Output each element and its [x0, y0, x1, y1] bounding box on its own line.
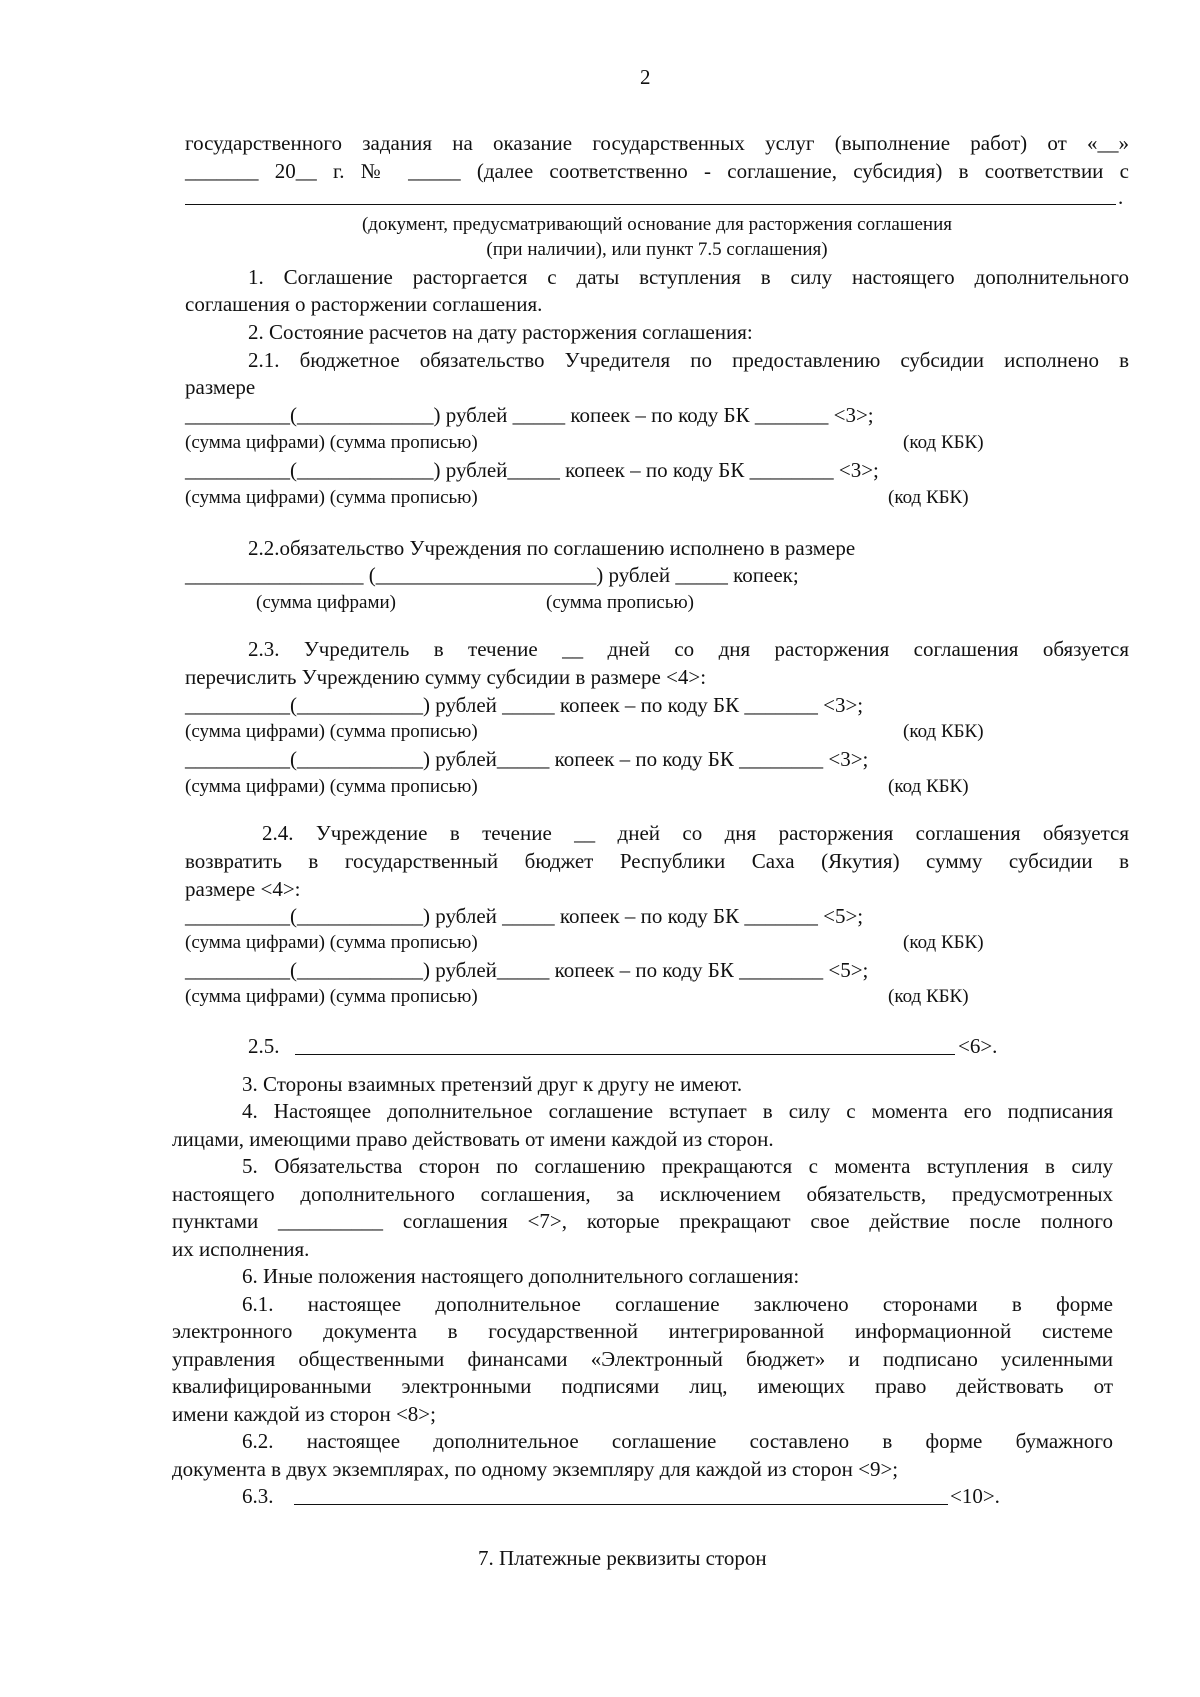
clause-2-3-caption-1-right: (код КБК)	[903, 721, 984, 742]
clause-2-2-caption-left: (сумма цифрами)	[256, 592, 396, 613]
intro-line-3-end: .	[1118, 185, 1124, 209]
clause-2-4-caption-2-right: (код КБК)	[888, 986, 969, 1007]
clause-2-4-caption-1-left: (сумма цифрами) (сумма прописью)	[185, 932, 478, 953]
clause-2-3-line-1: 2.3. Учредитель в течение __ дней со дня расторжения соглашения обязуется	[248, 637, 1129, 661]
basis-caption-1: (документ, предусматривающий основание для расторжения соглашения	[361, 214, 952, 235]
clause-6-1-line-4: квалифицированными электронными подписями лиц, имеющих право действовать от	[172, 1374, 1113, 1398]
clause-2-3-row-2: __________(____________) рублей_____ копеек – по коду БК ________ <3>;	[185, 747, 869, 771]
clause-2-5-end: <6>.	[958, 1034, 998, 1058]
intro-line-2: _______ 20__ г. № _____ (далее соответственно - соглашение, субсидия) в соответствии с	[185, 159, 1129, 183]
clause-6-1-line-2: электронного документа в государственной интегрированной информационной системе	[172, 1319, 1113, 1343]
section-7-title: 7. Платежные реквизиты сторон	[478, 1546, 767, 1570]
clause-6-2-line-2: документа в двух экземплярах, по одному экземпляру для каждой из сторон <9>;	[172, 1457, 899, 1481]
clause-2-4-row-1: __________(____________) рублей _____ копеек – по коду БК _______ <5>;	[185, 904, 864, 928]
clause-6-2-line-1: 6.2. настоящее дополнительное соглашение составлено в форме бумажного	[242, 1429, 1113, 1453]
clause-6-title: 6. Иные положения настоящего дополнительного соглашения:	[242, 1264, 800, 1288]
clause-1-line-2: соглашения о расторжении соглашения.	[185, 292, 543, 316]
clause-2-1-caption-1-right: (код КБК)	[903, 432, 984, 453]
clause-2-3-caption-1-left: (сумма цифрами) (сумма прописью)	[185, 721, 478, 742]
clause-3: 3. Стороны взаимных претензий друг к другу не имеют.	[242, 1072, 743, 1096]
clause-2-2-caption-right: (сумма прописью)	[546, 592, 694, 613]
clause-2-4-line-2: возвратить в государственный бюджет Республики Саха (Якутия) сумму субсидии в	[185, 849, 1129, 873]
clause-6-3-end: <10>.	[950, 1484, 1000, 1508]
clause-2-1-caption-2-left: (сумма цифрами) (сумма прописью)	[185, 487, 478, 508]
clause-6-3-underline	[294, 1504, 948, 1505]
basis-document-underline	[185, 204, 1116, 205]
clause-5-line-4: их исполнения.	[172, 1237, 310, 1261]
clause-6-1-line-1: 6.1. настоящее дополнительное соглашение заключено сторонами в форме	[242, 1292, 1113, 1316]
clause-6-3-label: 6.3.	[242, 1484, 274, 1508]
clause-2-title: 2. Состояние расчетов на дату расторжения соглашения:	[248, 320, 753, 344]
clause-2-2-line-1: 2.2.обязательство Учреждения по соглашению исполнено в размере	[248, 536, 856, 560]
page-number: 2	[640, 65, 651, 89]
clause-2-1-caption-1-left: (сумма цифрами) (сумма прописью)	[185, 432, 478, 453]
clause-4-line-2: лицами, имеющими право действовать от имени каждой из сторон.	[172, 1127, 774, 1151]
clause-2-4-row-2: __________(____________) рублей_____ копеек – по коду БК ________ <5>;	[185, 958, 869, 982]
clause-5-line-1: 5. Обязательства сторон по соглашению прекращаются с момента вступления в силу	[242, 1154, 1113, 1178]
clause-2-2-row: _________________ (_____________________) рублей _____ копеек;	[185, 563, 799, 587]
clause-2-3-caption-2-right: (код КБК)	[888, 776, 969, 797]
clause-1-line-1: 1. Соглашение расторгается с даты вступления в силу настоящего дополнительного	[248, 265, 1129, 289]
clause-2-4-line-3: размере <4>:	[185, 877, 301, 901]
clause-6-1-line-5: имени каждой из сторон <8>;	[172, 1402, 436, 1426]
clause-5-line-3: пунктами __________ соглашения <7>, которые прекращают свое действие после полного	[172, 1209, 1113, 1233]
clause-2-5-underline	[295, 1054, 955, 1055]
clause-2-1-caption-2-right: (код КБК)	[888, 487, 969, 508]
basis-caption-2: (при наличии), или пункт 7.5 соглашения)	[486, 239, 828, 260]
clause-2-3-caption-2-left: (сумма цифрами) (сумма прописью)	[185, 776, 478, 797]
clause-2-3-line-2: перечислить Учреждению сумму субсидии в размере <4>:	[185, 665, 707, 689]
clause-2-1-line-2: размере	[185, 375, 256, 399]
clause-2-1-row-1: __________(_____________) рублей _____ копеек – по коду БК _______ <3>;	[185, 403, 874, 427]
clause-5-line-2: настоящего дополнительного соглашения, за исключением обязательств, предусмотренных	[172, 1182, 1113, 1206]
clause-6-1-line-3: управления общественными финансами «Электронный бюджет» и подписано усиленными	[172, 1347, 1113, 1371]
clause-2-1-line-1: 2.1. бюджетное обязательство Учредителя по предоставлению субсидии исполнено в	[248, 348, 1129, 372]
clause-2-3-row-1: __________(____________) рублей _____ копеек – по коду БК _______ <3>;	[185, 693, 864, 717]
clause-2-1-row-2: __________(_____________) рублей_____ копеек – по коду БК ________ <3>;	[185, 458, 879, 482]
clause-2-4-caption-1-right: (код КБК)	[903, 932, 984, 953]
intro-line-1: государственного задания на оказание государственных услуг (выполнение работ) от «__»	[185, 131, 1129, 155]
clause-2-4-line-1: 2.4. Учреждение в течение __ дней со дня расторжения соглашения обязуется	[262, 821, 1129, 845]
clause-2-5-label: 2.5.	[248, 1034, 280, 1058]
clause-4-line-1: 4. Настоящее дополнительное соглашение вступает в силу с момента его подписания	[242, 1099, 1113, 1123]
clause-2-4-caption-2-left: (сумма цифрами) (сумма прописью)	[185, 986, 478, 1007]
